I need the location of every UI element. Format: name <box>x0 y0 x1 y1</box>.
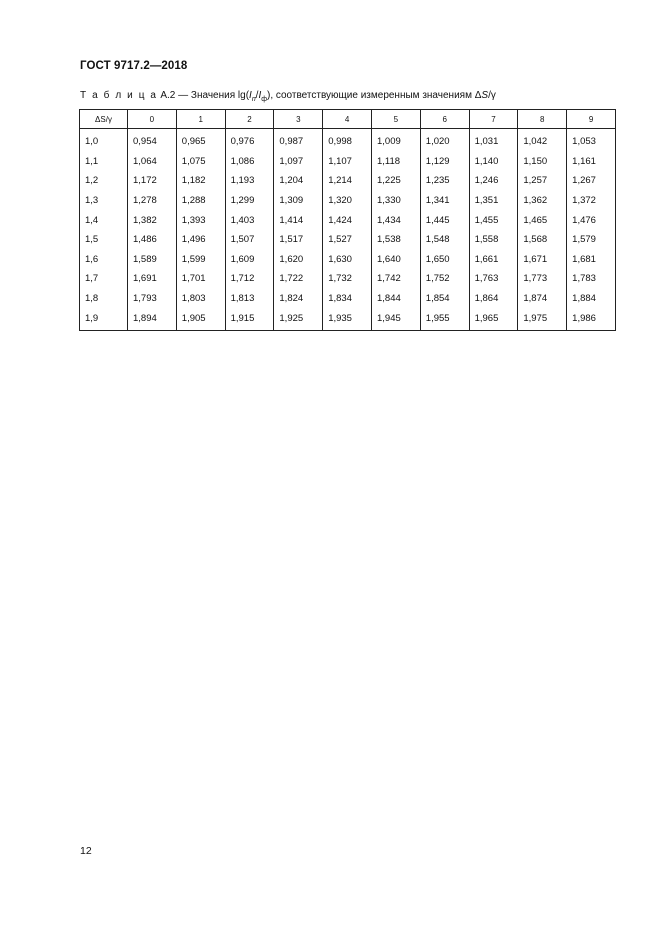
value-cell: 1,020 <box>420 129 469 152</box>
value-cell: 1,403 <box>225 210 274 230</box>
value-cell: 1,824 <box>274 289 323 309</box>
value-cell: 1,182 <box>176 171 225 191</box>
column-header: 0 <box>128 110 177 129</box>
value-cell: 1,650 <box>420 250 469 270</box>
value-cell: 1,053 <box>567 129 616 152</box>
value-cell: 1,299 <box>225 191 274 211</box>
value-cell: 1,278 <box>128 191 177 211</box>
value-cell: 1,507 <box>225 230 274 250</box>
value-cell: 1,975 <box>518 308 567 330</box>
value-cell: 1,884 <box>567 289 616 309</box>
value-cell: 1,681 <box>567 250 616 270</box>
value-cell: 1,465 <box>518 210 567 230</box>
caption-prefix: Т а б л и ц а <box>80 90 158 101</box>
value-cell: 1,640 <box>371 250 420 270</box>
value-cell: 1,701 <box>176 269 225 289</box>
value-cell: 1,691 <box>128 269 177 289</box>
table-row <box>80 289 616 309</box>
caption-text-end: ), соответствующие измеренным значениям Δ <box>267 90 482 101</box>
value-cell: 1,172 <box>128 171 177 191</box>
caption-number: А.2 <box>160 90 176 101</box>
table-row <box>80 129 616 152</box>
value-cell: 1,527 <box>323 230 372 250</box>
row-label-cell: 1,0 <box>80 129 128 152</box>
caption-sub-f: ф <box>261 96 267 103</box>
value-cell: 1,599 <box>176 250 225 270</box>
value-cell: 1,609 <box>225 250 274 270</box>
value-cell: 1,351 <box>469 191 518 211</box>
value-cell: 1,150 <box>518 152 567 172</box>
column-header: 6 <box>420 110 469 129</box>
column-header: 7 <box>469 110 518 129</box>
value-cell: 0,987 <box>274 129 323 152</box>
value-cell: 1,330 <box>371 191 420 211</box>
table-body <box>80 129 616 331</box>
caption-var-s: S <box>481 90 489 101</box>
value-cell: 1,097 <box>274 152 323 172</box>
document-standard-header: ГОСТ 9717.2—2018 <box>80 60 188 72</box>
value-cell: 1,246 <box>469 171 518 191</box>
value-cell: 1,986 <box>567 308 616 330</box>
value-cell: 1,965 <box>469 308 518 330</box>
value-cell: 1,538 <box>371 230 420 250</box>
value-cell: 0,976 <box>225 129 274 152</box>
value-cell: 1,773 <box>518 269 567 289</box>
value-cell: 1,955 <box>420 308 469 330</box>
caption-var-i: I <box>249 90 252 101</box>
value-cell: 1,793 <box>128 289 177 309</box>
value-cell: 1,118 <box>371 152 420 172</box>
value-cell: 1,086 <box>225 152 274 172</box>
value-cell: 1,732 <box>323 269 372 289</box>
caption-text-start: — Значения lg( <box>175 90 250 101</box>
value-cell: 1,341 <box>420 191 469 211</box>
value-cell: 1,548 <box>420 230 469 250</box>
value-cell: 1,661 <box>469 250 518 270</box>
value-cell: 1,382 <box>128 210 177 230</box>
value-cell: 1,813 <box>225 289 274 309</box>
value-cell: 1,393 <box>176 210 225 230</box>
value-cell: 1,803 <box>176 289 225 309</box>
table-row <box>80 191 616 211</box>
page-number: 12 <box>80 845 92 857</box>
value-cell: 1,925 <box>274 308 323 330</box>
value-cell: 1,783 <box>567 269 616 289</box>
value-cell: 1,288 <box>176 191 225 211</box>
column-header: 2 <box>225 110 274 129</box>
table-row <box>80 250 616 270</box>
row-label-cell: 1,6 <box>80 250 128 270</box>
table-row <box>80 171 616 191</box>
table-row <box>80 308 616 330</box>
value-cell: 1,414 <box>274 210 323 230</box>
caption-slash: / <box>255 90 259 101</box>
caption-gamma: /γ <box>488 90 496 101</box>
value-cell: 1,579 <box>567 230 616 250</box>
row-label-cell: 1,5 <box>80 230 128 250</box>
value-cell: 1,129 <box>420 152 469 172</box>
value-cell: 1,671 <box>518 250 567 270</box>
value-cell: 1,722 <box>274 269 323 289</box>
value-cell: 1,309 <box>274 191 323 211</box>
value-cell: 0,998 <box>323 129 372 152</box>
value-cell: 1,204 <box>274 171 323 191</box>
value-cell: 1,589 <box>128 250 177 270</box>
value-cell: 1,894 <box>128 308 177 330</box>
values-table <box>79 109 616 331</box>
column-header: 5 <box>371 110 420 129</box>
column-header: 1 <box>176 110 225 129</box>
value-cell: 1,434 <box>371 210 420 230</box>
table-row <box>80 210 616 230</box>
value-cell: 1,362 <box>518 191 567 211</box>
table-row <box>80 230 616 250</box>
value-cell: 1,214 <box>323 171 372 191</box>
value-cell: 1,424 <box>323 210 372 230</box>
value-cell: 1,945 <box>371 308 420 330</box>
value-cell: 1,915 <box>225 308 274 330</box>
value-cell: 1,712 <box>225 269 274 289</box>
value-cell: 1,445 <box>420 210 469 230</box>
value-cell: 1,854 <box>420 289 469 309</box>
value-cell: 1,320 <box>323 191 372 211</box>
value-cell: 1,476 <box>567 210 616 230</box>
value-cell: 1,042 <box>518 129 567 152</box>
caption-var-i-2: I <box>258 90 262 101</box>
value-cell: 1,064 <box>128 152 177 172</box>
value-cell: 1,193 <box>225 171 274 191</box>
value-cell: 1,009 <box>371 129 420 152</box>
column-header: 3 <box>274 110 323 129</box>
value-cell: 1,864 <box>469 289 518 309</box>
value-cell: 1,935 <box>323 308 372 330</box>
value-cell: 0,954 <box>128 129 177 152</box>
table-row <box>80 152 616 172</box>
value-cell: 1,874 <box>518 289 567 309</box>
row-label-cell: 1,1 <box>80 152 128 172</box>
value-cell: 1,568 <box>518 230 567 250</box>
value-cell: 1,486 <box>128 230 177 250</box>
table-row <box>80 269 616 289</box>
value-cell: 1,844 <box>371 289 420 309</box>
table-caption <box>80 90 496 103</box>
value-cell: 1,763 <box>469 269 518 289</box>
value-cell: 1,267 <box>567 171 616 191</box>
value-cell: 1,455 <box>469 210 518 230</box>
value-cell: 1,075 <box>176 152 225 172</box>
caption-sub-n: п <box>251 96 256 103</box>
column-header: 4 <box>323 110 372 129</box>
value-cell: 1,372 <box>567 191 616 211</box>
row-label-cell: 1,4 <box>80 210 128 230</box>
value-cell: 1,905 <box>176 308 225 330</box>
value-cell: 1,752 <box>420 269 469 289</box>
header-row-label: ΔS/γ <box>80 110 128 129</box>
value-cell: 1,161 <box>567 152 616 172</box>
row-label-cell: 1,3 <box>80 191 128 211</box>
row-label-cell: 1,7 <box>80 269 128 289</box>
value-cell: 1,235 <box>420 171 469 191</box>
value-cell: 1,742 <box>371 269 420 289</box>
row-label-cell: 1,9 <box>80 308 128 330</box>
row-label-cell: 1,8 <box>80 289 128 309</box>
value-cell: 1,225 <box>371 171 420 191</box>
value-cell: 1,630 <box>323 250 372 270</box>
column-header: 8 <box>518 110 567 129</box>
column-header: 9 <box>567 110 616 129</box>
value-cell: 1,257 <box>518 171 567 191</box>
value-cell: 0,965 <box>176 129 225 152</box>
value-cell: 1,517 <box>274 230 323 250</box>
value-cell: 1,620 <box>274 250 323 270</box>
row-label-cell: 1,2 <box>80 171 128 191</box>
value-cell: 1,558 <box>469 230 518 250</box>
value-cell: 1,107 <box>323 152 372 172</box>
value-cell: 1,031 <box>469 129 518 152</box>
value-cell: 1,496 <box>176 230 225 250</box>
table-header-row <box>80 110 616 129</box>
value-cell: 1,140 <box>469 152 518 172</box>
value-cell: 1,834 <box>323 289 372 309</box>
